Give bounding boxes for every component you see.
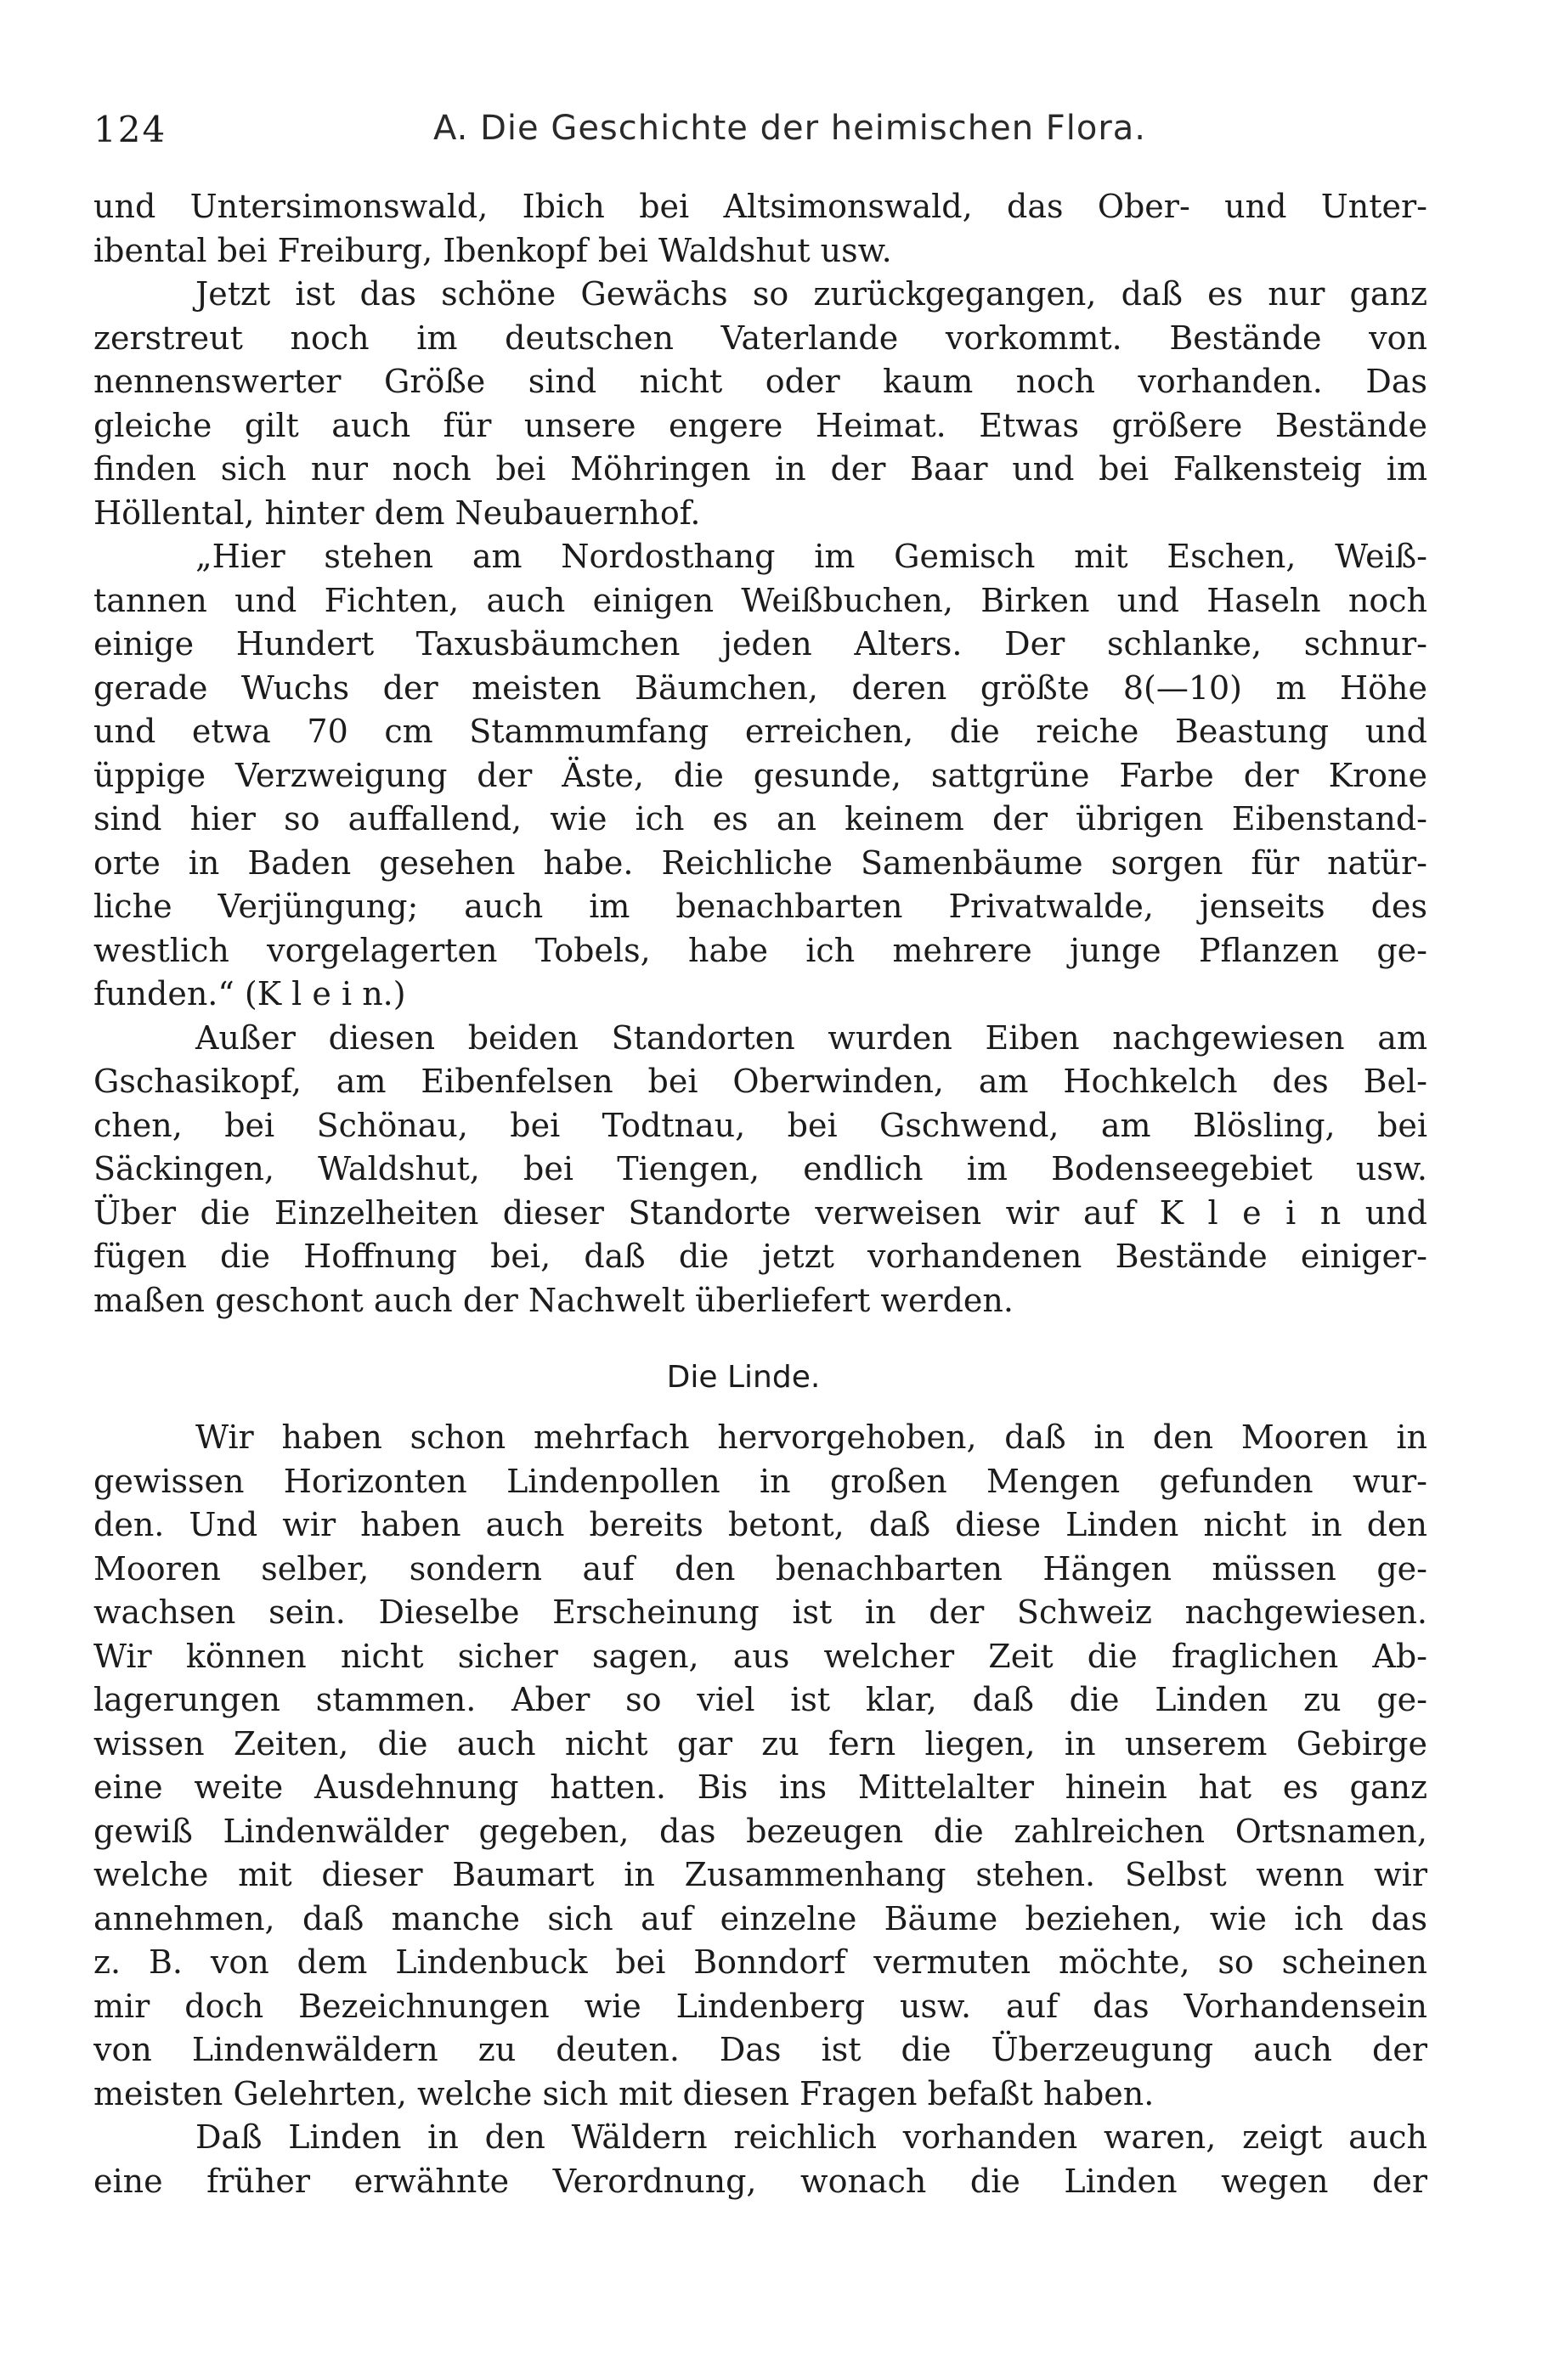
- text-line: wissen Zeiten, die auch nicht gar zu fern liegen, in unserem Gebirge: [93, 1724, 1427, 1762]
- text-line: Säckingen, Waldshut, bei Tiengen, endlich im Bodenseegebiet usw.: [93, 1150, 1427, 1187]
- text-line: maßen geschont auch der Nachwelt überliefert werden.: [93, 1281, 1014, 1319]
- text-line: Höllental, hinter dem Neubauernhof.: [93, 493, 701, 532]
- text-line: gleiche gilt auch für unsere engere Heimat. Etwas größere Bestände: [93, 406, 1427, 444]
- text-line: üppige Verzweigung der Äste, die gesunde, sattgrüne Farbe der Krone: [93, 756, 1427, 794]
- paragraph: [93, 273, 1427, 535]
- text-line: eine früher erwähnte Verordnung, wonach die Linden wegen der: [93, 2162, 1427, 2200]
- text-line: finden sich nur noch bei Möhringen in der Baar und bei Falkensteig im: [93, 450, 1427, 488]
- text-line: mir doch Bezeichnungen wie Lindenberg usw. auf das Vorhandensein: [93, 1987, 1427, 2025]
- text-line: gewiß Lindenwälder gegeben, das bezeugen die zahlreichen Ortsnamen,: [93, 1812, 1427, 1850]
- text-line: Außer diesen beiden Standorten wurden Eiben nachgewiesen am: [195, 1018, 1427, 1057]
- paragraph: [93, 1017, 1427, 1323]
- text-line: orte in Baden gesehen habe. Reichliche Samenbäume sorgen für natür-: [93, 843, 1427, 882]
- section-paragraph: [93, 2116, 1427, 2203]
- text-line: fügen die Hoffnung bei, daß die jetzt vorhandenen Bestände einiger-: [93, 1238, 1427, 1275]
- text-line: den. Und wir haben auch bereits betont, daß diese Linden nicht in den: [93, 1506, 1427, 1543]
- text-line: Wir haben schon mehrfach hervorgehoben, daß in den Mooren in: [195, 1418, 1427, 1456]
- text-line: von Lindenwäldern zu deuten. Das ist die Überzeugung auch der: [93, 2031, 1427, 2068]
- text-line: lagerungen stammen. Aber so viel ist klar, daß die Linden zu ge-: [93, 1681, 1427, 1718]
- text-line: westlich vorgelagerten Tobels, habe ich mehrere junge Pflanzen ge-: [93, 931, 1427, 969]
- text-line: gerade Wuchs der meisten Bäumchen, deren größte 8(—10) m Höhe: [93, 668, 1427, 707]
- text-line: z. B. von dem Lindenbuck bei Bonndorf vermuten möchte, so scheinen: [93, 1943, 1427, 1981]
- text-line: tannen und Fichten, auch einigen Weißbuchen, Birken und Haseln noch: [93, 581, 1427, 619]
- text-line: meisten Gelehrten, welche sich mit diesen Fragen befaßt haben.: [93, 2074, 1155, 2112]
- section-heading: Die Linde.: [666, 1360, 821, 1395]
- text-line: und Untersimonswald, Ibich bei Altsimonswald, das Ober- und Unter-: [93, 188, 1427, 225]
- text-line: gewissen Horizonten Lindenpollen in großen Mengen gefunden wur-: [93, 1462, 1427, 1500]
- running-head: [93, 109, 1427, 160]
- text-line: funden.“ (K l e i n.): [93, 975, 406, 1012]
- text-line: Wir können nicht sicher sagen, aus welcher Zeit die fraglichen Ab-: [93, 1637, 1427, 1675]
- page-number: 124: [93, 109, 167, 150]
- body-text: [93, 185, 1427, 2203]
- text-line: einige Hundert Taxusbäumchen jeden Alters. Der schlanke, schnur-: [93, 625, 1427, 663]
- text-line: Gschasikopf, am Eibenfelsen bei Oberwinden, am Hochkelch des Bel-: [93, 1063, 1427, 1100]
- running-title: A. Die Geschichte der heimischen Flora.: [433, 109, 1147, 148]
- text-line: Daß Linden in den Wäldern reichlich vorhanden waren, zeigt auch: [195, 2118, 1427, 2156]
- section-paragraph: [93, 1416, 1427, 2116]
- text-line: sind hier so auffallend, wie ich es an keinem der übrigen Eibenstand-: [93, 800, 1427, 838]
- text-line: Jetzt ist das schöne Gewächs so zurückgegangen, daß es nur ganz: [195, 275, 1427, 313]
- text-line: ibental bei Freiburg, Ibenkopf bei Waldshut usw.: [93, 231, 892, 269]
- text-line: annehmen, daß manche sich auf einzelne Bäume beziehen, wie ich das: [93, 1899, 1427, 1937]
- text-line: Über die Einzelheiten dieser Standorte verweisen wir auf K l e i n und: [93, 1193, 1427, 1232]
- text-line: zerstreut noch im deutschen Vaterlande vorkommt. Bestände von: [93, 319, 1427, 357]
- paragraph: [93, 535, 1427, 1017]
- text-line: „Hier stehen am Nordosthang im Gemisch mit Eschen, Weiß-: [195, 538, 1427, 575]
- text-line: Mooren selber, sondern auf den benachbarten Hängen müssen ge-: [93, 1549, 1427, 1588]
- text-line: welche mit dieser Baumart in Zusammenhang stehen. Selbst wenn wir: [93, 1856, 1427, 1893]
- text-line: wachsen sein. Dieselbe Erscheinung ist in der Schweiz nachgewiesen.: [93, 1593, 1427, 1631]
- text-line: eine weite Ausdehnung hatten. Bis ins Mittelalter hinein hat es ganz: [93, 1768, 1427, 1806]
- paragraph: [93, 185, 1427, 273]
- text-line: chen, bei Schönau, bei Todtnau, bei Gschwend, am Blösling, bei: [93, 1106, 1427, 1144]
- text-line: nennenswerter Größe sind nicht oder kaum noch vorhanden. Das: [93, 363, 1427, 400]
- text-line: liche Verjüngung; auch im benachbarten Privatwalde, jenseits des: [93, 888, 1427, 925]
- text-line: und etwa 70 cm Stammumfang erreichen, die reiche Beastung und: [93, 713, 1427, 750]
